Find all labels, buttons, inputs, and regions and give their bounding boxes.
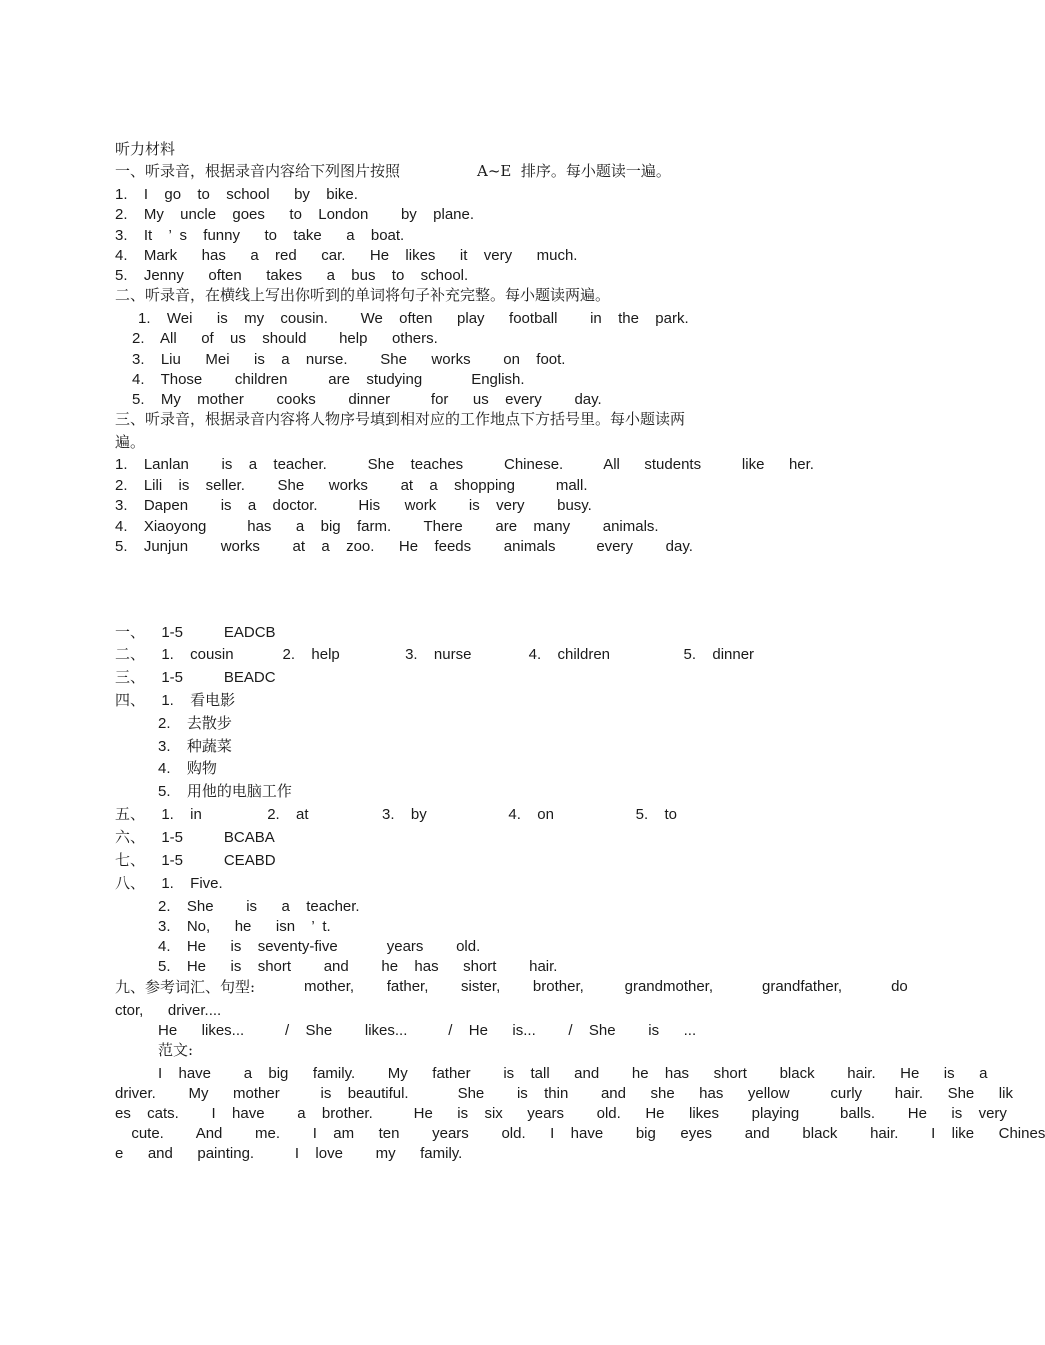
section3-instruction-cont: 遍。	[115, 433, 146, 451]
sample-line: e and painting. I love my family.	[115, 1145, 463, 1162]
sample-label: 范文:	[158, 1041, 194, 1059]
answer-1: 一、 1-5 EADCB	[115, 624, 276, 641]
section3-item: 1. Lanlan is a teacher. She teaches Chinese. All students like her.	[115, 456, 814, 473]
answer-5: 五、 1. in 2. at 3. by 4. on 5. to	[115, 806, 677, 823]
answer-8-item: 2. She is a teacher.	[158, 898, 360, 915]
answer-8-item: 5. He is short and he has short hair.	[158, 958, 558, 975]
answer-3: 三、 1-5 BEADC	[115, 669, 276, 686]
section3-item: 5. Junjun works at a zoo. He feeds animals every day.	[115, 538, 693, 555]
section2-item: 4. Those children are studying English.	[132, 371, 525, 388]
sample-line: I have a big family. My father is tall and he has short black hair. He is a	[158, 1065, 988, 1082]
answer-7: 七、 1-5 CEABD	[115, 852, 276, 869]
section2-item: 3. Liu Mei is a nurse. She works on foot.	[132, 351, 566, 368]
answer-9-head: 九、参考词汇、句型:	[115, 978, 256, 996]
answer-4-item: 3. 种蔬菜	[158, 738, 232, 755]
sample-line: cute. And me. I am ten years old. I have big eyes and black hair. I like Chines	[115, 1125, 1045, 1142]
listening-heading: 听力材料	[115, 140, 176, 158]
section3-item: 2. Lili is seller. She works at a shopping mall.	[115, 477, 588, 494]
answer-9-vocab-cont: ctor, driver....	[115, 1002, 222, 1019]
sample-line: es cats. I have a brother. He is six years old. He likes playing balls. He is very	[115, 1105, 1007, 1122]
section1-item: 3. It ’ s funny to take a boat.	[115, 227, 405, 244]
section1-instruction-tail: A~E 排序。每小题读一遍。	[477, 162, 671, 180]
section1-item: 2. My uncle goes to London by plane.	[115, 206, 475, 223]
answer-9-vocab: mother, father, sister, brother, grandmother, grandfather, do	[304, 978, 908, 995]
answer-2: 二、 1. cousin 2. help 3. nurse 4. children 5. dinner	[115, 646, 755, 663]
section2-item: 2. All of us should help others.	[132, 330, 438, 347]
answer-4-item: 2. 去散步	[158, 715, 232, 732]
answer-6: 六、 1-5 BCABA	[115, 829, 275, 846]
section1-item: 5. Jenny often takes a bus to school.	[115, 267, 469, 284]
section1-item: 4. Mark has a red car. He likes it very much.	[115, 247, 578, 264]
answer-8-item: 3. No, he isn ’ t.	[158, 918, 331, 935]
section2-instruction: 二、听录音，在横线上写出你听到的单词将句子补充完整。每小题读两遍。	[115, 286, 611, 304]
answer-8: 八、 1. Five.	[115, 875, 223, 892]
section2-item: 1. Wei is my cousin. We often play football in the park.	[138, 310, 689, 327]
answer-4: 四、 1. 看电影	[115, 692, 236, 709]
sample-line: driver. My mother is beautiful. She is thin and she has yellow curly hair. She lik	[115, 1085, 1013, 1102]
answer-4-item: 4. 购物	[158, 760, 217, 777]
section1-instruction: 一、听录音，根据录音内容给下列图片按照	[115, 162, 401, 180]
answer-9-pattern: He likes... / She likes... / He is... / She is ...	[158, 1022, 697, 1039]
section3-item: 3. Dapen is a doctor. His work is very busy.	[115, 497, 592, 514]
answer-4-item: 5. 用他的电脑工作	[158, 783, 292, 800]
section2-item: 5. My mother cooks dinner for us every day.	[132, 391, 602, 408]
answer-8-item: 4. He is seventy-five years old.	[158, 938, 481, 955]
section1-item: 1. I go to school by bike.	[115, 186, 358, 203]
section3-item: 4. Xiaoyong has a big farm. There are many animals.	[115, 518, 659, 535]
section3-instruction: 三、听录音，根据录音内容将人物序号填到相对应的工作地点下方括号里。每小题读两	[115, 410, 686, 428]
